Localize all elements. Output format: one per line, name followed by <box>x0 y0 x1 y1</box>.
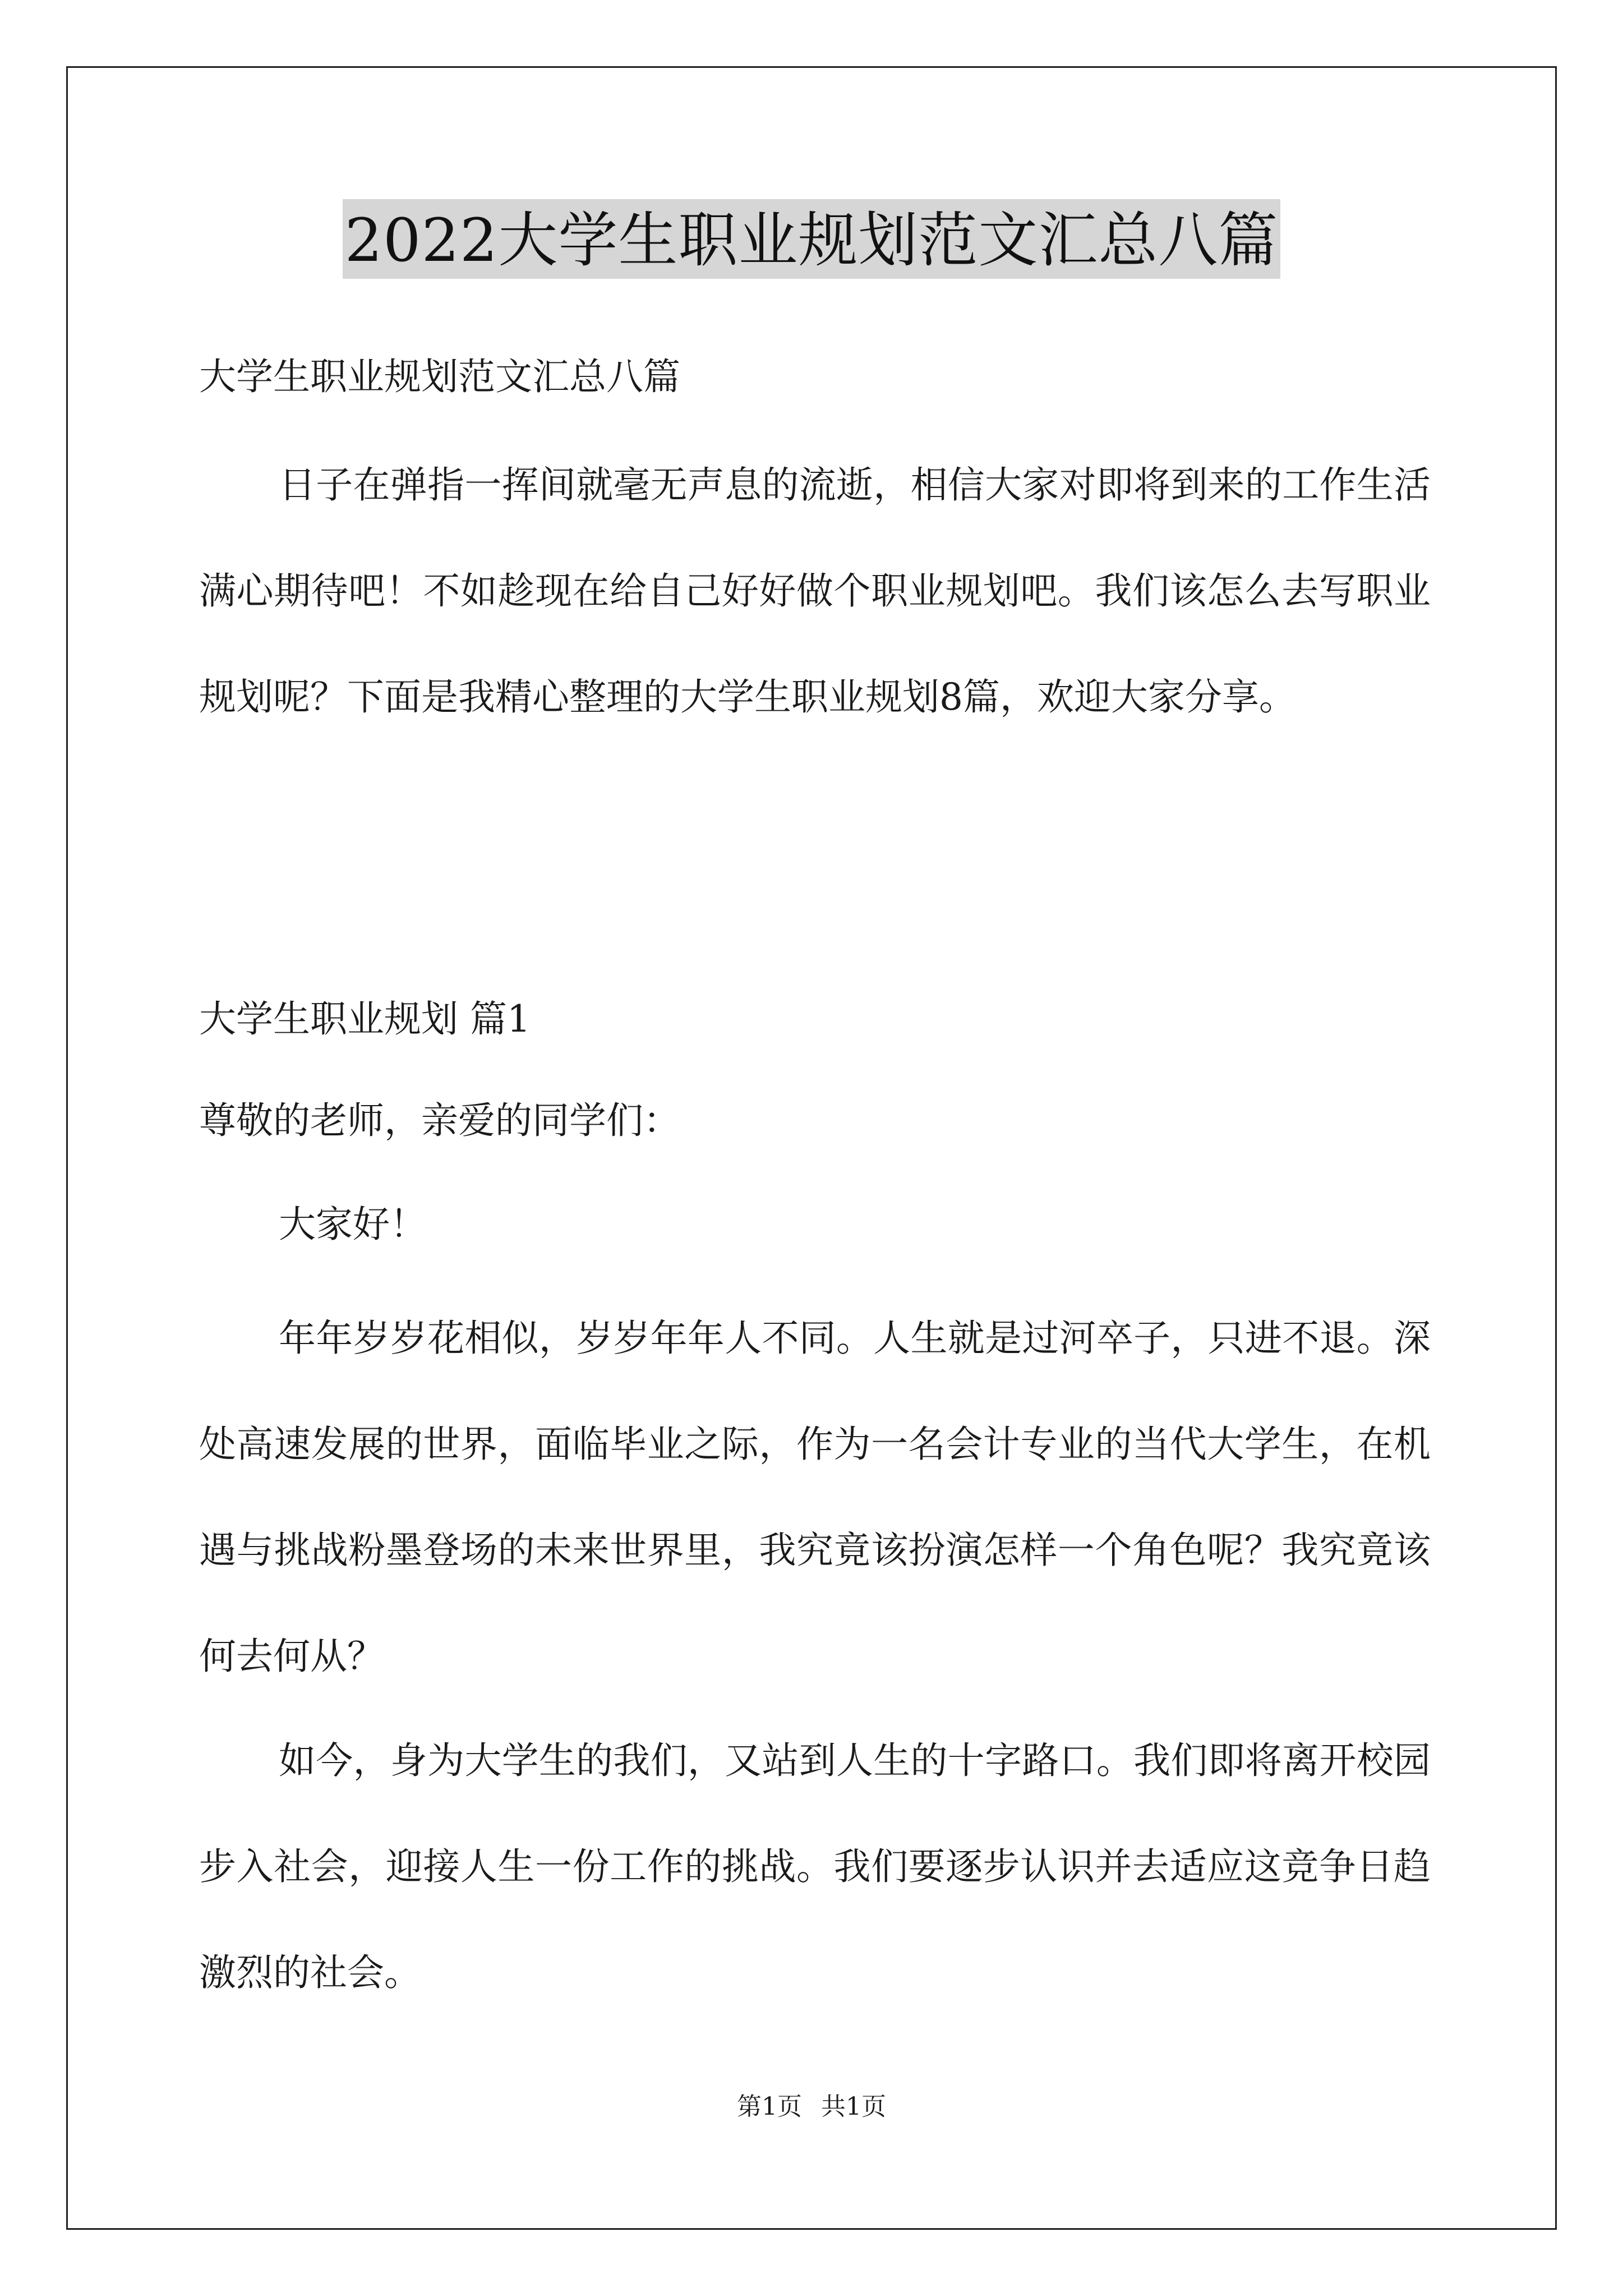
greeting: 大家好！ <box>279 1203 427 1246</box>
document-title: 2022大学生职业规划范文汇总八篇 <box>343 199 1281 279</box>
page-number-total: 共1页 <box>821 2092 886 2121</box>
section-heading: 大学生职业规划 篇1 <box>199 997 531 1041</box>
intro-paragraph: 日子在弹指一挥间就毫无声息的流逝，相信大家对即将到来的工作生活满心期待吧！不如趁现在给自己好好做个职业规划吧。我们该怎么去写职业规划呢？下面是我精心整理的大学生职业规划8篇，欢迎大家分享。 <box>199 463 1431 719</box>
body-paragraph-2: 如今，身为大学生的我们，又站到人生的十字路口。我们即将离开校园步入社会，迎接人生一份工作的挑战。我们要逐步认识并去适应这竞争日趋激烈的社会。 <box>199 1739 1431 1994</box>
body-paragraph-1: 年年岁岁花相似，岁岁年年人不同。人生就是过河卒子，只进不退。深处高速发展的世界，面临毕业之际，作为一名会计专业的当代大学生，在机遇与挑战粉墨登场的未来世界里，我究竟该扮演怎样一个角色呢？我究竟该何去何从？ <box>199 1317 1431 1678</box>
salutation: 尊敬的老师，亲爱的同学们： <box>199 1099 680 1142</box>
page-number-current: 第1页 <box>737 2092 802 2121</box>
title-container <box>0 199 1623 279</box>
document-subtitle: 大学生职业规划范文汇总八篇 <box>199 355 680 398</box>
page-footer <box>0 2091 1623 2123</box>
